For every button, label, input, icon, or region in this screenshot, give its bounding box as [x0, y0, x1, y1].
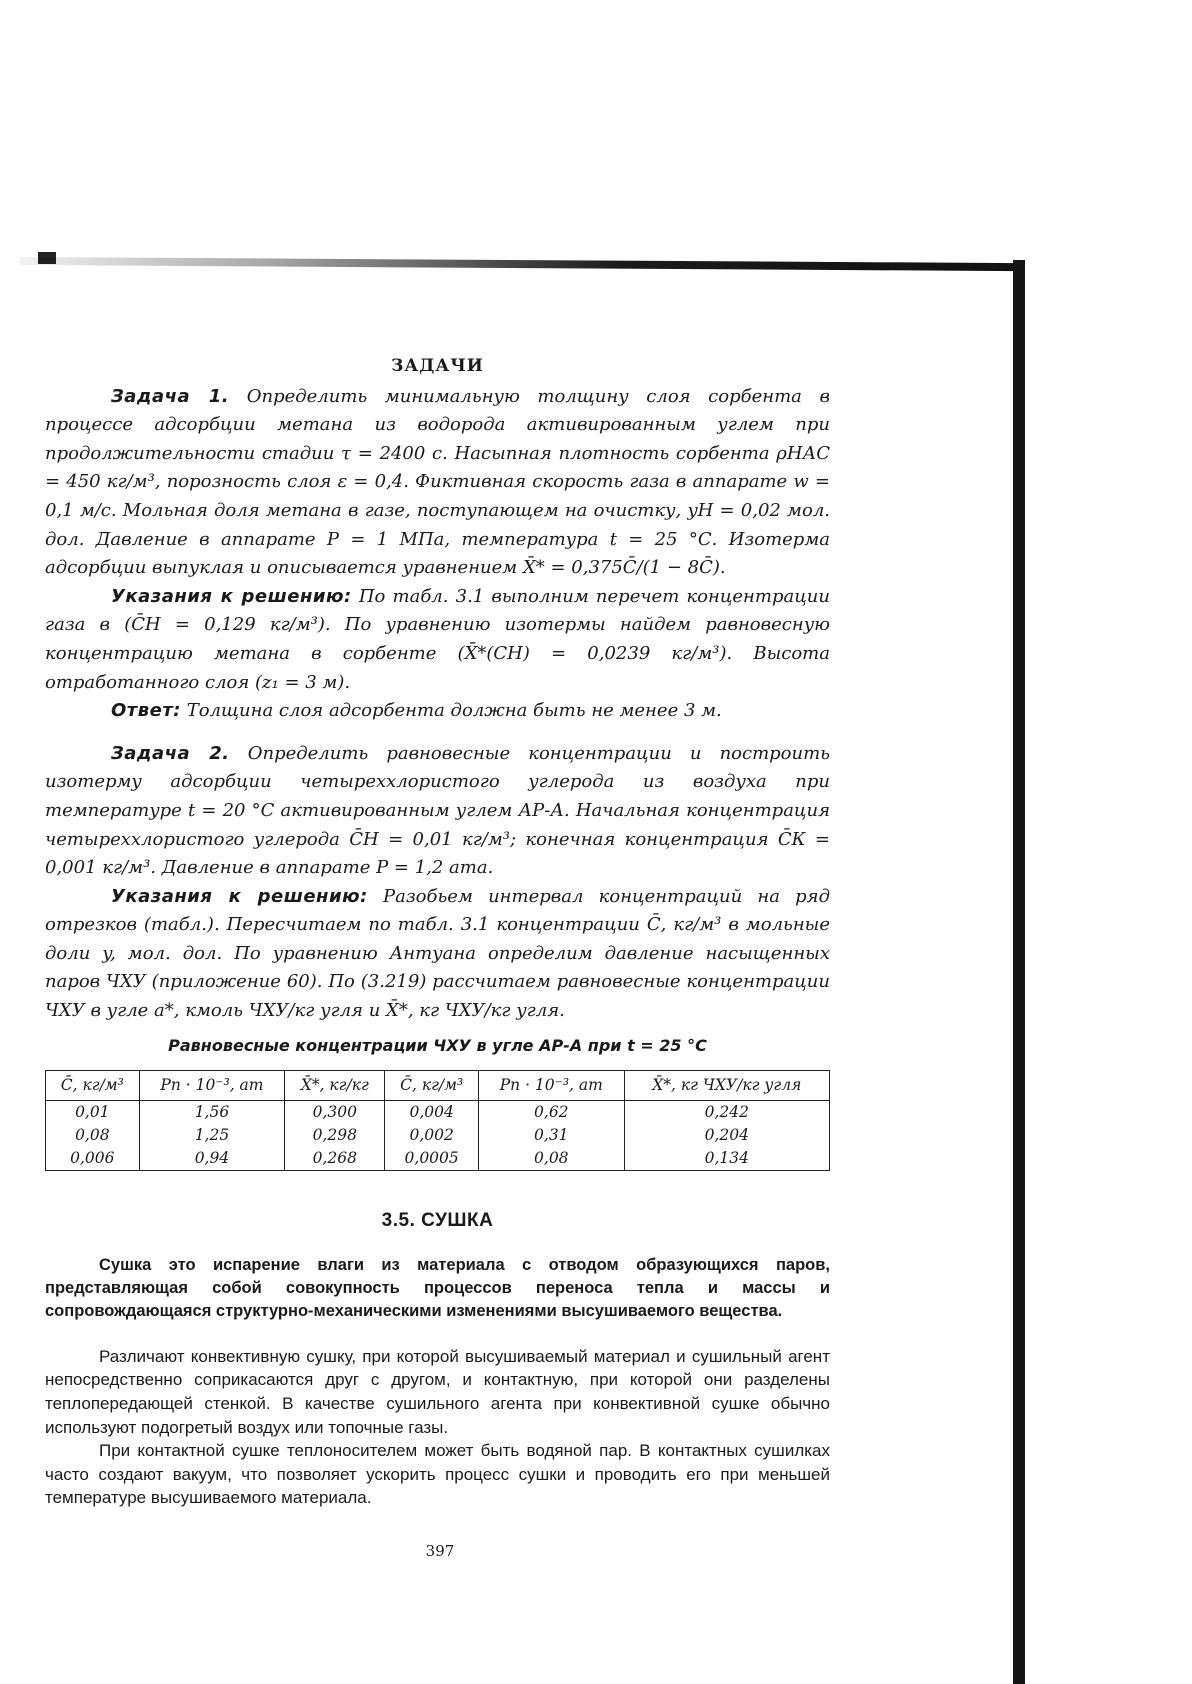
- task-2-text: Определить равновесные концентрации и построить изотерму адсорбции четыреххлористого углерода из воздуха при температуре t = 20 °С активированным углем АР-А. Начальная концентрация четыреххлористого углерода C̄Н = 0,01 кг/м³; конечная концентрация C̄К = 0,001 кг/м³. Давление в аппарате P = 1,2 ата.: [45, 742, 830, 879]
- table-header-cell: Pп · 10⁻³, ат: [139, 1071, 285, 1101]
- section-definition: Сушка это испарение влаги из материала с отводом образующихся паров, представляющая собой совокупность процессов переноса тепла и массы и сопровождающаяся структурно-механическими изменениями высушиваемого вещества.: [45, 1255, 830, 1320]
- table-cell: 0,94: [139, 1147, 285, 1171]
- task-1-text: Определить минимальную толщину слоя сорбента в процессе адсорбции метана из водорода активированным углем при продолжительности стадии τ = 2400 с. Насыпная плотность сорбента ρНАС = 450 кг/м³, порозность слоя ε = 0,4. Фиктивная скорость газа в аппарате w = 0,1 м/с. Мольная доля метана в газе, поступающем на очистку, yН = 0,02 мол. дол. Давление в аппарате P = 1 МПа, температура t = 25 °С. Изотерма адсорбции выпуклая и описывается уравнением X̄* = 0,375C̄/(1 − 8C̄).: [45, 385, 830, 579]
- page-content: [45, 352, 830, 1510]
- task-2-hint-label: Указания к решению:: [111, 885, 368, 907]
- section-paragraph: Различают конвективную сушку, при которой высушиваемый материал и сушильный агент непосредственно соприкасаются друг с другом, и контактную, при которой они разделены теплопередающей стенкой. В качестве сушильного агента при конвективной сушке обычно используют подогретый воздух или топочные газы.: [45, 1346, 830, 1437]
- task-2-label: Задача 2.: [111, 742, 230, 764]
- table-cell: 0,08: [46, 1124, 140, 1147]
- task-1: [45, 383, 830, 583]
- scan-top-edge: [20, 257, 1020, 271]
- page-number: 397: [425, 1542, 455, 1560]
- table-row: [46, 1101, 830, 1125]
- table-cell: 0,01: [46, 1101, 140, 1125]
- table-cell: 1,56: [139, 1101, 285, 1125]
- table-cell: 0,300: [285, 1101, 385, 1125]
- table-cell: 0,62: [478, 1101, 624, 1125]
- table-title: Равновесные концентрации ЧХУ в угле АР-А при t = 25 °С: [168, 1035, 707, 1055]
- task-1-label: Задача 1.: [111, 385, 230, 407]
- task-2: [45, 740, 830, 883]
- table-cell: 0,0005: [385, 1147, 479, 1171]
- task-1-answer: [45, 697, 830, 726]
- scan-right-edge: [1013, 260, 1025, 1684]
- table-cell: 0,242: [624, 1101, 829, 1125]
- table-header-cell: C̄, кг/м³: [385, 1071, 479, 1101]
- table-cell: 0,268: [285, 1147, 385, 1171]
- task-1-answer-label: Ответ:: [111, 700, 181, 722]
- section-paragraph: При контактной сушке теплоносителем может быть водяной пар. В контактных сушилках часто создают вакуум, что позволяет ускорить процесс сушки и проводить его при меньшей температуре высушиваемого материала.: [45, 1441, 830, 1508]
- table-header-row: [46, 1071, 830, 1101]
- table-row: [46, 1147, 830, 1171]
- task-1-hint-text: По табл. 3.1 выполним перечет концентрации газа в (C̄Н = 0,129 кг/м³). По уравнению изотермы найдем равновесную концентрацию метана в сорбенте (X̄*(CН) = 0,0239 кг/м³). Высота отработанного слоя (z₁ = 3 м).: [45, 585, 830, 693]
- table-cell: 0,08: [478, 1147, 624, 1171]
- task-1-answer-text: Толщина слоя адсорбента должна быть не менее 3 м.: [186, 700, 722, 722]
- task-2-hint: [45, 883, 830, 1026]
- table-cell: 0,204: [624, 1124, 829, 1147]
- table-cell: 0,31: [478, 1124, 624, 1147]
- table-cell: 0,134: [624, 1147, 829, 1171]
- section-title: 3.5. СУШКА: [381, 1210, 494, 1232]
- table-cell: 1,25: [139, 1124, 285, 1147]
- heading-tasks: ЗАДАЧИ: [391, 356, 484, 376]
- task-1-hint-label: Указания к решению:: [111, 585, 352, 607]
- table-row: [46, 1124, 830, 1147]
- task-2-hint-text: Разобьем интервал концентраций на ряд отрезков (табл.). Пересчитаем по табл. 3.1 концентрации C̄, кг/м³ в мольные доли y, мол. дол. По уравнению Антуана определим давление насыщенных паров ЧХУ (приложение 60). По (3.219) рассчитаем равновесные концентрации ЧХУ в угле a*, кмоль ЧХУ/кг угля и X̄*, кг ЧХУ/кг угля.: [45, 885, 831, 1022]
- table-cell: 0,004: [385, 1101, 479, 1125]
- table-header-cell: Pп · 10⁻³, ат: [478, 1071, 624, 1101]
- table-cell: 0,006: [46, 1147, 140, 1171]
- task-1-hint: [45, 583, 830, 697]
- table-header-cell: X̄*, кг ЧХУ/кг угля: [624, 1071, 829, 1101]
- equilibrium-table: [45, 1070, 830, 1171]
- table-cell: 0,002: [385, 1124, 479, 1147]
- table-header-cell: C̄, кг/м³: [46, 1071, 140, 1101]
- table-header-cell: X̄*, кг/кг: [285, 1071, 385, 1101]
- table-cell: 0,298: [285, 1124, 385, 1147]
